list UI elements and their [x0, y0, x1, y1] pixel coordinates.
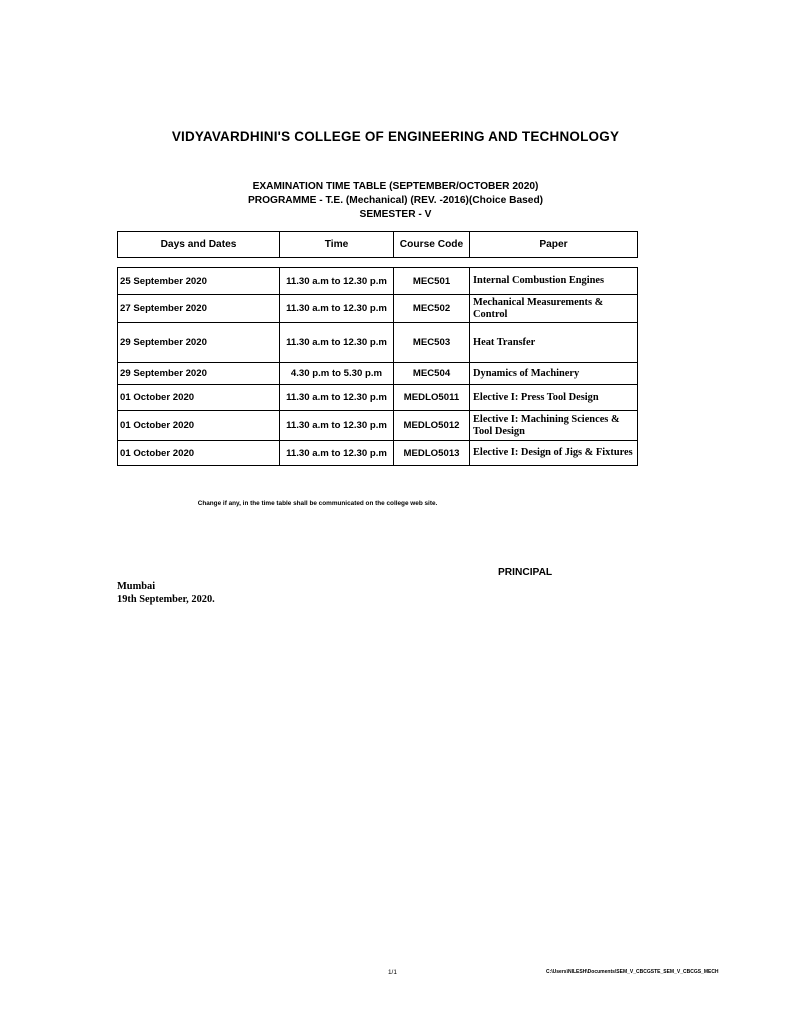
row-time: 11.30 a.m to 12.30 p.m — [280, 323, 394, 362]
row-paper: Elective I: Machining Sciences & Tool Design — [473, 413, 620, 437]
college-name: VIDYAVARDHINI'S COLLEGE OF ENGINEERING AND TECHNOLOGY — [171, 129, 620, 144]
row-time: 4.30 p.m to 5.30 p.m — [280, 363, 394, 384]
row-course-code: MEDLO5012 — [394, 411, 470, 440]
row-paper: Mechanical Measurements & Control — [473, 296, 604, 320]
page-number: 1/1 — [388, 969, 397, 976]
row-time: 11.30 a.m to 12.30 p.m — [280, 411, 394, 440]
row-time: 11.30 a.m to 12.30 p.m — [280, 268, 394, 294]
row-date: 25 September 2020 — [118, 268, 280, 294]
row-course-code: MEDLO5013 — [394, 441, 470, 465]
row-course-code: MEC503 — [394, 323, 470, 362]
table-header — [117, 231, 638, 258]
row-date: 27 September 2020 — [118, 295, 280, 322]
timetable-note: Change if any, in the time table shall be communicated on the college web site. — [197, 500, 438, 507]
row-course-code: MEDLO5011 — [394, 385, 470, 410]
row-paper: Internal Combustion Engines — [473, 275, 605, 286]
timetable — [117, 267, 638, 466]
column-header-paper: Paper — [539, 239, 568, 250]
row-course-code: MEC504 — [394, 363, 470, 384]
column-header-time: Time — [280, 232, 394, 257]
semester-title: SEMESTER - V — [359, 209, 432, 220]
table-row — [118, 385, 637, 411]
row-date: 01 October 2020 — [118, 411, 280, 440]
table-row — [118, 411, 637, 441]
table-row — [118, 295, 637, 323]
table-row — [118, 268, 637, 295]
table-row — [118, 363, 637, 385]
issue-date: 19th September, 2020. — [117, 594, 215, 605]
exam-title: EXAMINATION TIME TABLE (SEPTEMBER/OCTOBER 2020) — [252, 181, 539, 192]
row-date: 01 October 2020 — [118, 385, 280, 410]
place-date-block — [117, 580, 215, 606]
row-date: 29 September 2020 — [118, 323, 280, 362]
column-header-days-dates: Days and Dates — [118, 232, 280, 257]
row-time: 11.30 a.m to 12.30 p.m — [280, 441, 394, 465]
row-paper: Heat Transfer — [473, 336, 536, 348]
row-course-code: MEC502 — [394, 295, 470, 322]
row-course-code: MEC501 — [394, 268, 470, 294]
file-path: C:\Users\NILESH\Documents\SEM_V_CBCGSTE_SEM_V_CBCGS_MECH — [546, 969, 719, 975]
row-time: 11.30 a.m to 12.30 p.m — [280, 385, 394, 410]
place: Mumbai — [117, 581, 156, 592]
row-time: 11.30 a.m to 12.30 p.m — [280, 295, 394, 322]
programme-title: PROGRAMME - T.E. (Mechanical) (REV. -2016)(Choice Based) — [247, 195, 544, 206]
signature-title: PRINCIPAL — [498, 567, 553, 578]
row-date: 01 October 2020 — [118, 441, 280, 465]
row-paper: Dynamics of Machinery — [473, 367, 580, 379]
column-header-course-code: Course Code — [394, 232, 470, 257]
table-row — [118, 323, 637, 363]
row-paper: Elective I: Press Tool Design — [473, 391, 599, 403]
table-row — [118, 441, 637, 465]
row-paper: Elective I: Design of Jigs & Fixtures — [473, 447, 633, 458]
row-date: 29 September 2020 — [118, 363, 280, 384]
